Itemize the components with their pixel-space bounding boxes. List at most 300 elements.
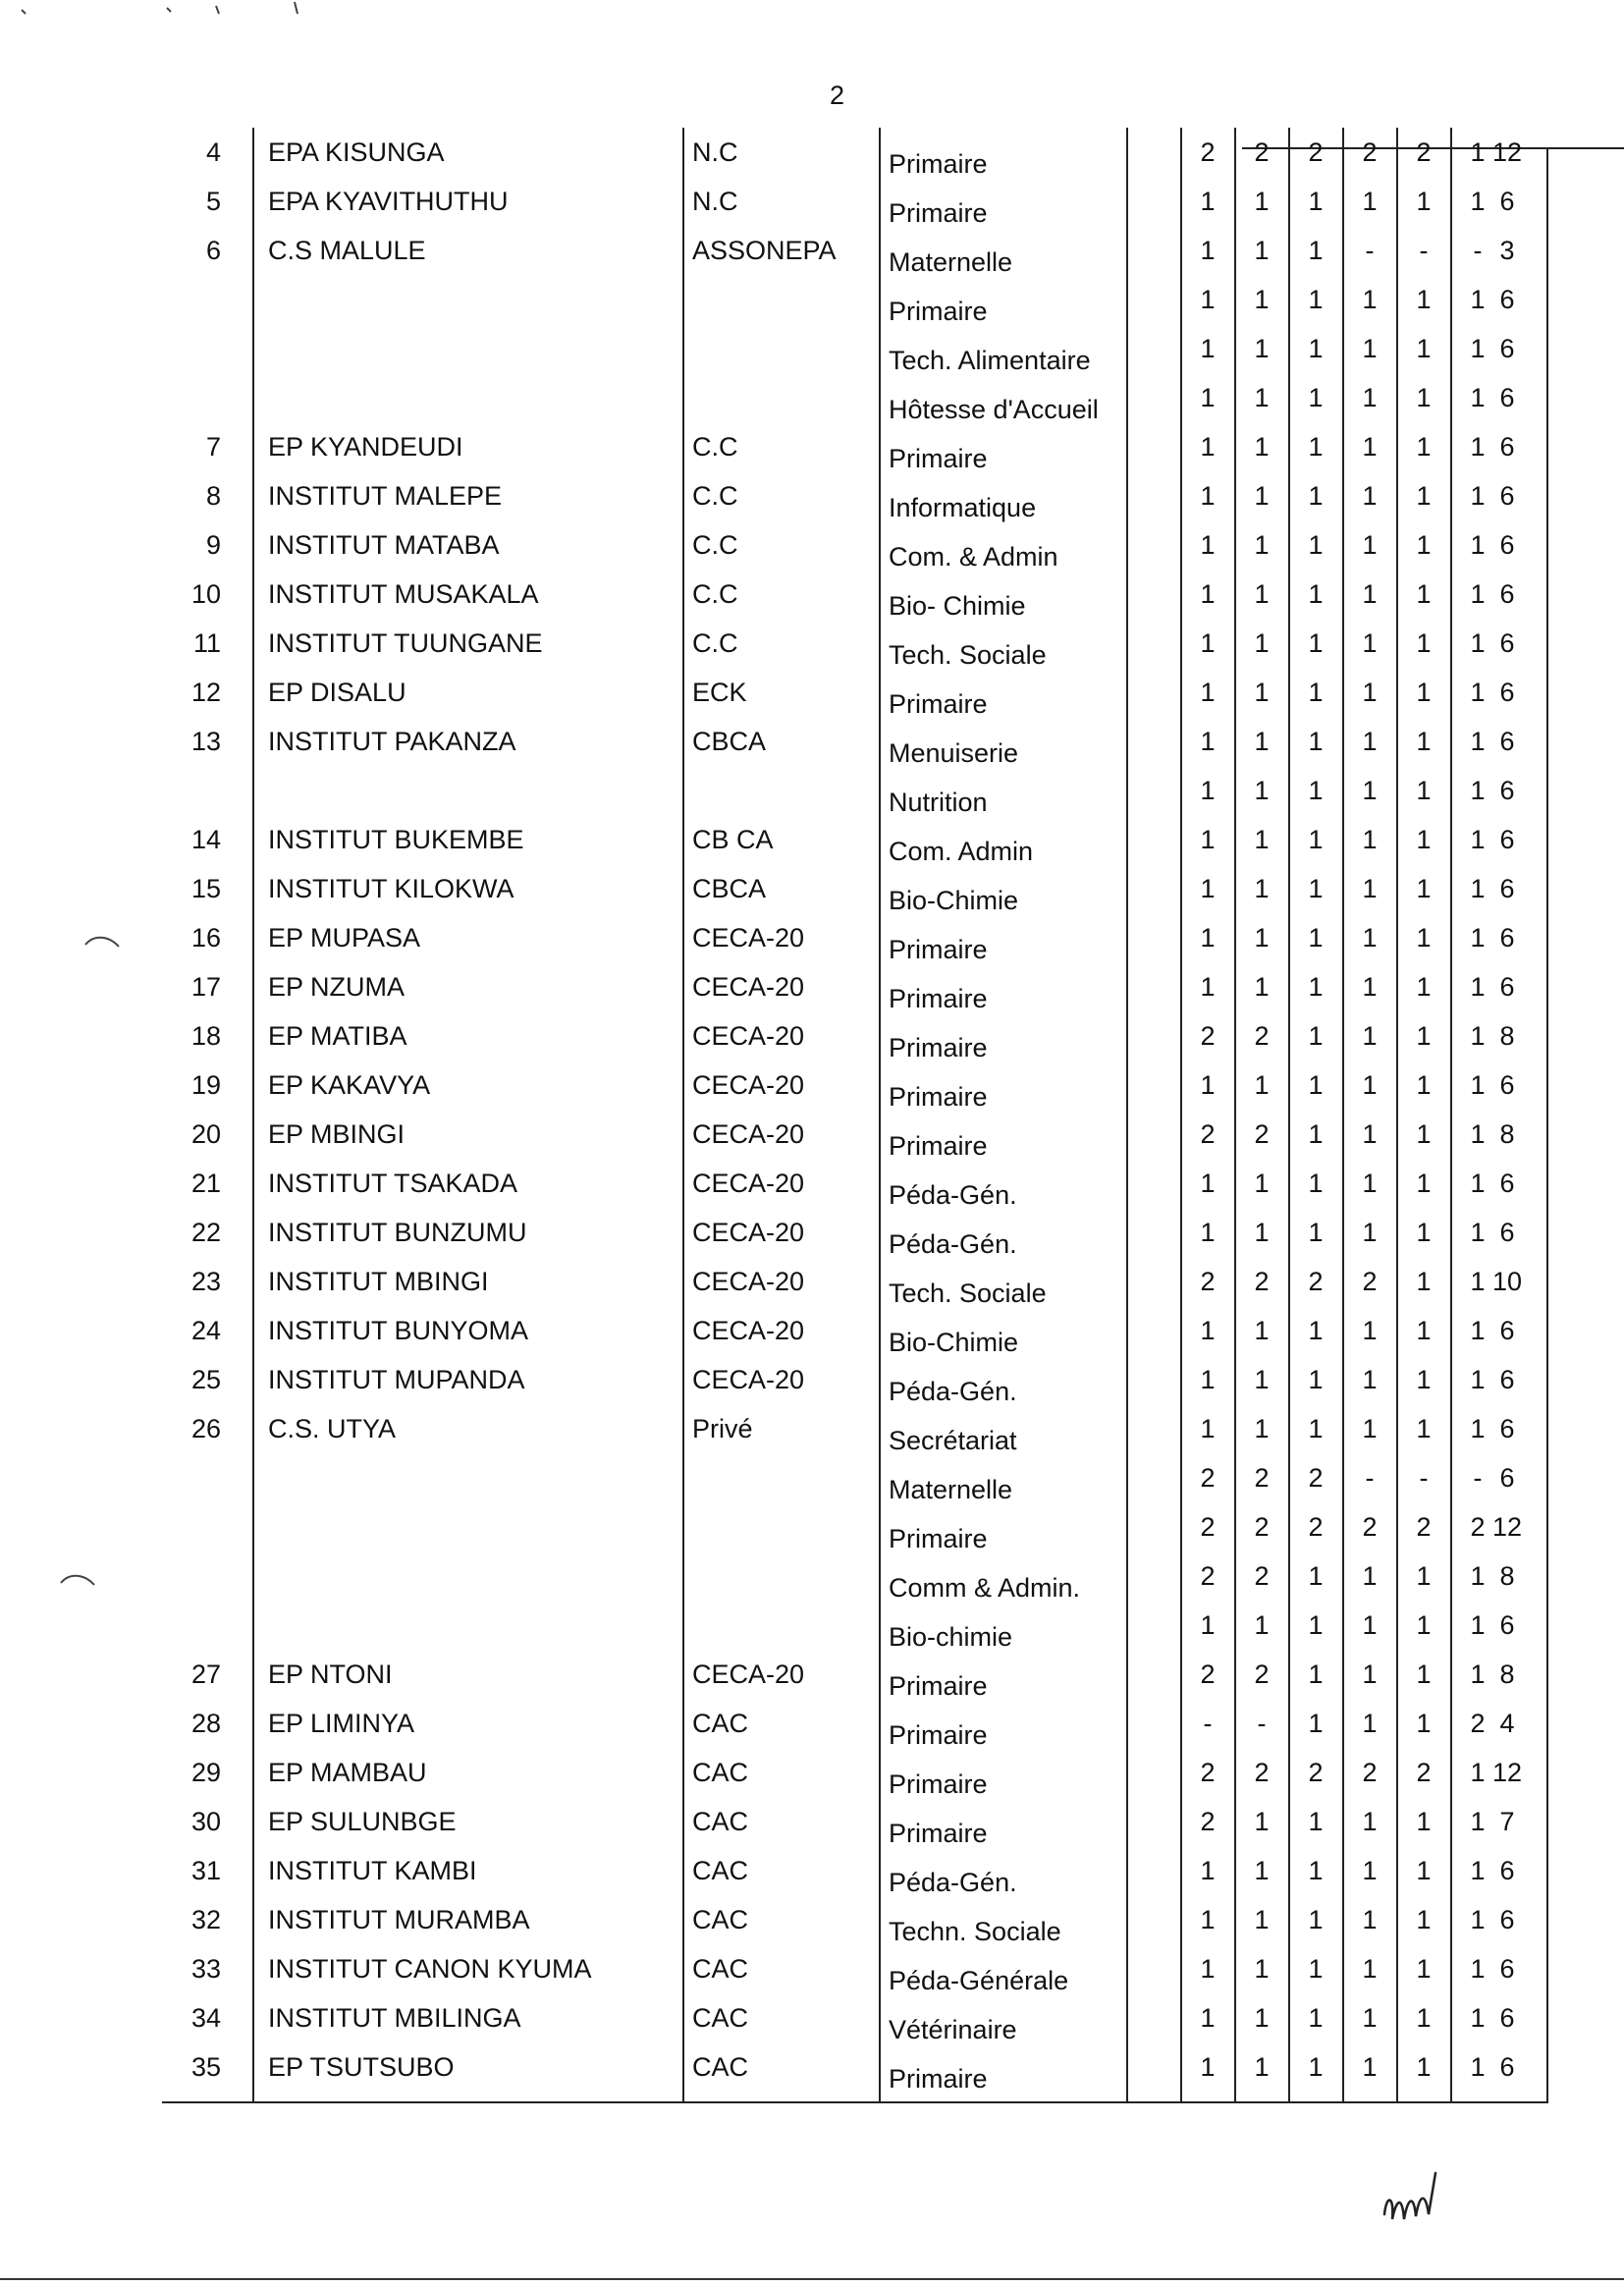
table-row	[162, 1748, 1546, 1797]
row-total: 4	[1499, 1709, 1515, 1738]
section-name: Primaire	[889, 1671, 988, 1701]
class-count-6: 1	[1470, 1021, 1486, 1051]
class-count-6: 1	[1470, 874, 1486, 903]
school-name: EP KYANDEUDI	[268, 432, 463, 462]
school-network: CAC	[692, 1856, 749, 1885]
class-count-5: 1	[1416, 1365, 1432, 1394]
margin-mark-2	[59, 1571, 98, 1591]
corner-mark	[20, 0, 304, 20]
row-total: 6	[1499, 972, 1515, 1002]
school-network: CECA-20	[692, 923, 805, 952]
class-count-1: 1	[1200, 1610, 1216, 1640]
section-name: Primaire	[889, 1033, 988, 1062]
class-count-6: 1	[1470, 1414, 1486, 1443]
school-name: INSTITUT CANON KYUMA	[268, 1954, 592, 1984]
class-count-6: 1	[1470, 1758, 1486, 1787]
row-total: 8	[1499, 1561, 1515, 1591]
class-count-4: 1	[1362, 628, 1378, 658]
row-number: 28	[190, 1709, 221, 1738]
class-count-1: 2	[1200, 1512, 1216, 1542]
row-total: 6	[1499, 530, 1515, 560]
class-count-4: 1	[1362, 432, 1378, 462]
school-name: EP DISALU	[268, 678, 406, 707]
class-count-1: 1	[1200, 432, 1216, 462]
class-count-1: 1	[1200, 579, 1216, 609]
section-name: Bio-Chimie	[889, 1328, 1019, 1357]
class-count-2: 2	[1254, 137, 1270, 167]
class-count-3: 1	[1308, 1561, 1324, 1591]
row-number: 29	[190, 1758, 221, 1787]
row-total: 6	[1499, 1905, 1515, 1934]
school-network: CAC	[692, 1905, 749, 1934]
class-count-5: 1	[1416, 579, 1432, 609]
class-count-1: 1	[1200, 187, 1216, 216]
class-count-3: 1	[1308, 776, 1324, 805]
class-count-6: 1	[1470, 137, 1486, 167]
class-count-1: 1	[1200, 1905, 1216, 1934]
class-count-6: 1	[1470, 481, 1486, 511]
section-name: Primaire	[889, 2064, 988, 2094]
class-count-4: 1	[1362, 1660, 1378, 1689]
row-number: 33	[190, 1954, 221, 1984]
school-name: EP MBINGI	[268, 1119, 406, 1149]
class-count-5: 2	[1416, 137, 1432, 167]
table-row	[162, 570, 1546, 619]
class-count-6: 2	[1470, 1709, 1486, 1738]
class-count-4: 1	[1362, 579, 1378, 609]
class-count-4: 1	[1362, 1414, 1378, 1443]
class-count-3: 1	[1308, 628, 1324, 658]
school-name: INSTITUT BUKEMBE	[268, 825, 524, 854]
class-count-1: 1	[1200, 1414, 1216, 1443]
class-count-4: 1	[1362, 1021, 1378, 1051]
class-count-4: 1	[1362, 1169, 1378, 1198]
school-network: CAC	[692, 1807, 749, 1836]
class-count-2: 1	[1254, 1316, 1270, 1345]
class-count-3: 2	[1308, 1512, 1324, 1542]
class-count-3: 1	[1308, 825, 1324, 854]
class-count-6: 2	[1470, 1512, 1486, 1542]
row-number: 27	[190, 1660, 221, 1689]
class-count-5: 1	[1416, 383, 1432, 412]
section-name: Techn. Sociale	[889, 1917, 1061, 1946]
section-name: Nutrition	[889, 788, 988, 817]
class-count-4: 1	[1362, 678, 1378, 707]
class-count-4: 1	[1362, 1610, 1378, 1640]
class-count-4: 1	[1362, 825, 1378, 854]
row-total: 12	[1491, 1512, 1523, 1542]
class-count-3: 1	[1308, 2052, 1324, 2082]
class-count-1: 2	[1200, 1561, 1216, 1591]
school-name: INSTITUT KAMBI	[268, 1856, 477, 1885]
section-name: Com. & Admin	[889, 542, 1058, 572]
class-count-5: -	[1419, 236, 1429, 265]
class-count-5: 1	[1416, 1414, 1432, 1443]
table-row	[162, 1159, 1546, 1208]
row-total: 6	[1499, 1414, 1515, 1443]
table-row	[162, 1502, 1546, 1551]
row-total: 6	[1499, 334, 1515, 363]
row-total: 6	[1499, 727, 1515, 756]
class-count-3: 1	[1308, 530, 1324, 560]
class-count-1: 2	[1200, 1807, 1216, 1836]
school-network: CECA-20	[692, 972, 805, 1002]
class-count-5: 1	[1416, 874, 1432, 903]
school-name: INSTITUT MBINGI	[268, 1267, 489, 1296]
table-row	[162, 1650, 1546, 1699]
class-count-3: 1	[1308, 1414, 1324, 1443]
school-name: C.S MALULE	[268, 236, 426, 265]
school-network: C.C	[692, 628, 738, 658]
class-count-5: 1	[1416, 1610, 1432, 1640]
class-count-1: 2	[1200, 1267, 1216, 1296]
row-number: 12	[190, 678, 221, 707]
class-count-6: 1	[1470, 1856, 1486, 1885]
class-count-2: 1	[1254, 1414, 1270, 1443]
school-network: C.C	[692, 481, 738, 511]
school-network: ECK	[692, 678, 747, 707]
class-count-2: 1	[1254, 776, 1270, 805]
class-count-3: 1	[1308, 2003, 1324, 2033]
class-count-2: 1	[1254, 874, 1270, 903]
class-count-5: 1	[1416, 825, 1432, 854]
table-row	[162, 962, 1546, 1011]
class-count-5: 1	[1416, 2003, 1432, 2033]
section-name: Com. Admin	[889, 837, 1034, 866]
school-network: CECA-20	[692, 1119, 805, 1149]
class-count-2: 1	[1254, 432, 1270, 462]
row-total: 6	[1499, 874, 1515, 903]
section-name: Bio-chimie	[889, 1622, 1013, 1652]
class-count-6: 1	[1470, 1119, 1486, 1149]
class-count-1: 2	[1200, 1119, 1216, 1149]
table-row	[162, 128, 1546, 177]
class-count-3: 1	[1308, 1316, 1324, 1345]
row-total: 7	[1499, 1807, 1515, 1836]
class-count-5: 1	[1416, 923, 1432, 952]
row-total: 6	[1499, 1856, 1515, 1885]
class-count-2: 1	[1254, 1610, 1270, 1640]
row-total: 6	[1499, 1169, 1515, 1198]
row-total: 8	[1499, 1660, 1515, 1689]
class-count-2: 1	[1254, 383, 1270, 412]
class-count-6: -	[1473, 1463, 1483, 1493]
class-count-5: 1	[1416, 1119, 1432, 1149]
class-count-2: 1	[1254, 1070, 1270, 1100]
class-count-2: 1	[1254, 972, 1270, 1002]
class-count-1: 2	[1200, 1660, 1216, 1689]
section-name: Primaire	[889, 935, 988, 964]
class-count-1: 1	[1200, 825, 1216, 854]
section-name: Secrétariat	[889, 1426, 1017, 1455]
class-count-1: 1	[1200, 1954, 1216, 1984]
section-name: Primaire	[889, 1524, 988, 1553]
class-count-5: 1	[1416, 1218, 1432, 1247]
section-name: Péda-Gén.	[889, 1180, 1017, 1210]
signature-mark	[1375, 2165, 1463, 2234]
class-count-4: 1	[1362, 1856, 1378, 1885]
class-count-6: 1	[1470, 432, 1486, 462]
table-row	[162, 1404, 1546, 1453]
section-name: Bio-Chimie	[889, 886, 1019, 915]
class-count-5: 1	[1416, 1169, 1432, 1198]
class-count-1: 1	[1200, 776, 1216, 805]
row-total: 6	[1499, 628, 1515, 658]
section-name: Primaire	[889, 984, 988, 1013]
class-count-3: 1	[1308, 1610, 1324, 1640]
class-count-4: 1	[1362, 727, 1378, 756]
class-count-3: 1	[1308, 1070, 1324, 1100]
school-name: EP KAKAVYA	[268, 1070, 431, 1100]
class-count-6: 1	[1470, 678, 1486, 707]
class-count-2: 1	[1254, 727, 1270, 756]
table-row	[162, 913, 1546, 962]
row-total: 6	[1499, 1463, 1515, 1493]
class-count-5: 1	[1416, 1070, 1432, 1100]
table-row	[162, 1699, 1546, 1748]
row-number: 11	[192, 628, 221, 658]
class-count-2: 1	[1254, 1218, 1270, 1247]
class-count-6: 1	[1470, 1365, 1486, 1394]
class-count-4: 1	[1362, 1807, 1378, 1836]
school-network: CECA-20	[692, 1267, 805, 1296]
class-count-5: 1	[1416, 1660, 1432, 1689]
row-total: 6	[1499, 285, 1515, 314]
row-number: 6	[205, 236, 221, 265]
class-count-4: 1	[1362, 1070, 1378, 1100]
school-name: EP MUPASA	[268, 923, 421, 952]
school-network: CECA-20	[692, 1660, 805, 1689]
page-number: 2	[830, 81, 845, 110]
section-name: Bio- Chimie	[889, 591, 1026, 621]
row-number: 23	[190, 1267, 221, 1296]
class-count-1: 1	[1200, 1218, 1216, 1247]
school-name: EP SULUNBGE	[268, 1807, 457, 1836]
class-count-4: -	[1365, 1463, 1375, 1493]
class-count-2: 1	[1254, 2052, 1270, 2082]
class-count-3: 1	[1308, 432, 1324, 462]
class-count-6: -	[1473, 236, 1483, 265]
class-count-1: 1	[1200, 383, 1216, 412]
class-count-4: 1	[1362, 1561, 1378, 1591]
table-row	[162, 1453, 1546, 1502]
class-count-6: 1	[1470, 285, 1486, 314]
school-network: CAC	[692, 2052, 749, 2082]
row-number: 7	[205, 432, 221, 462]
table-row	[162, 1208, 1546, 1257]
class-count-6: 1	[1470, 1905, 1486, 1934]
class-count-4: 2	[1362, 137, 1378, 167]
class-count-6: 1	[1470, 727, 1486, 756]
school-network: CAC	[692, 1758, 749, 1787]
school-name: C.S. UTYA	[268, 1414, 397, 1443]
class-count-5: 1	[1416, 432, 1432, 462]
class-count-1: 1	[1200, 727, 1216, 756]
row-number: 5	[205, 187, 221, 216]
section-name: Péda-Gén.	[889, 1868, 1017, 1897]
class-count-1: 1	[1200, 1365, 1216, 1394]
row-total: 6	[1499, 776, 1515, 805]
table-row	[162, 815, 1546, 864]
class-count-2: 1	[1254, 2003, 1270, 2033]
section-name: Menuiserie	[889, 738, 1019, 768]
class-count-3: 1	[1308, 1365, 1324, 1394]
class-count-3: 1	[1308, 187, 1324, 216]
class-count-4: 1	[1362, 383, 1378, 412]
class-count-1: 1	[1200, 1856, 1216, 1885]
class-count-3: 2	[1308, 137, 1324, 167]
class-count-2: 1	[1254, 1169, 1270, 1198]
section-name: Péda-Générale	[889, 1966, 1069, 1995]
class-count-4: 1	[1362, 1218, 1378, 1247]
section-name: Primaire	[889, 1131, 988, 1161]
class-count-6: 1	[1470, 972, 1486, 1002]
section-name: Péda-Gén.	[889, 1229, 1017, 1259]
class-count-3: 1	[1308, 1807, 1324, 1836]
class-count-2: 1	[1254, 530, 1270, 560]
section-name: Primaire	[889, 1769, 988, 1799]
class-count-4: 1	[1362, 1954, 1378, 1984]
class-count-3: 1	[1308, 579, 1324, 609]
class-count-2: 2	[1254, 1021, 1270, 1051]
row-number: 34	[190, 2003, 221, 2033]
row-total: 6	[1499, 187, 1515, 216]
class-count-2: 1	[1254, 1856, 1270, 1885]
section-name: Primaire	[889, 198, 988, 228]
row-number: 4	[205, 137, 221, 167]
row-number: 17	[190, 972, 221, 1002]
class-count-3: 1	[1308, 1905, 1324, 1934]
class-count-2: 1	[1254, 1807, 1270, 1836]
row-total: 6	[1499, 825, 1515, 854]
col-rule-total	[1546, 147, 1548, 2103]
table-row	[162, 1601, 1546, 1650]
class-count-5: 2	[1416, 1512, 1432, 1542]
class-count-1: 1	[1200, 334, 1216, 363]
class-count-5: 1	[1416, 628, 1432, 658]
school-name: INSTITUT MATABA	[268, 530, 500, 560]
class-count-3: 1	[1308, 1856, 1324, 1885]
class-count-5: 1	[1416, 285, 1432, 314]
row-total: 6	[1499, 1365, 1515, 1394]
class-count-1: 1	[1200, 530, 1216, 560]
row-number: 22	[190, 1218, 221, 1247]
table-row	[162, 619, 1546, 668]
table-row	[162, 1355, 1546, 1404]
class-count-6: 1	[1470, 530, 1486, 560]
row-total: 6	[1499, 923, 1515, 952]
row-number: 30	[190, 1807, 221, 1836]
row-number: 14	[190, 825, 221, 854]
class-count-1: 1	[1200, 2052, 1216, 2082]
class-count-4: 1	[1362, 2003, 1378, 2033]
school-name: INSTITUT BUNZUMU	[268, 1218, 527, 1247]
class-count-4: 2	[1362, 1267, 1378, 1296]
row-number: 10	[190, 579, 221, 609]
row-number: 20	[190, 1119, 221, 1149]
class-count-2: 1	[1254, 1954, 1270, 1984]
class-count-1: 2	[1200, 1021, 1216, 1051]
row-number: 32	[190, 1905, 221, 1934]
row-total: 6	[1499, 432, 1515, 462]
table-row	[162, 1110, 1546, 1159]
class-count-2: 2	[1254, 1512, 1270, 1542]
class-count-2: 2	[1254, 1660, 1270, 1689]
class-count-5: 1	[1416, 1807, 1432, 1836]
class-count-6: 1	[1470, 1267, 1486, 1296]
class-count-6: 1	[1470, 776, 1486, 805]
school-network: CAC	[692, 2003, 749, 2033]
class-count-2: 2	[1254, 1758, 1270, 1787]
class-count-4: 1	[1362, 285, 1378, 314]
row-total: 8	[1499, 1119, 1515, 1149]
class-count-6: 1	[1470, 383, 1486, 412]
class-count-3: 1	[1308, 1218, 1324, 1247]
table-row	[162, 422, 1546, 471]
table-row	[162, 1895, 1546, 1944]
class-count-5: 1	[1416, 1021, 1432, 1051]
class-count-4: 1	[1362, 1119, 1378, 1149]
section-name: Tech. Alimentaire	[889, 346, 1091, 375]
class-count-1: 1	[1200, 874, 1216, 903]
class-count-4: 1	[1362, 972, 1378, 1002]
row-total: 12	[1491, 1758, 1523, 1787]
class-count-3: 1	[1308, 727, 1324, 756]
class-count-4: 1	[1362, 874, 1378, 903]
class-count-1: 1	[1200, 678, 1216, 707]
class-count-4: 1	[1362, 776, 1378, 805]
section-name: Hôtesse d'Accueil	[889, 395, 1099, 424]
school-name: INSTITUT KILOKWA	[268, 874, 514, 903]
section-name: Primaire	[889, 149, 988, 179]
table-row	[162, 275, 1546, 324]
class-count-2: 1	[1254, 628, 1270, 658]
class-count-1: 1	[1200, 285, 1216, 314]
class-count-4: 1	[1362, 2052, 1378, 2082]
table-row	[162, 1797, 1546, 1846]
table-row	[162, 1306, 1546, 1355]
class-count-6: 1	[1470, 628, 1486, 658]
class-count-2: 2	[1254, 1119, 1270, 1149]
class-count-3: 1	[1308, 236, 1324, 265]
row-total: 6	[1499, 1070, 1515, 1100]
class-count-1: 1	[1200, 1070, 1216, 1100]
row-total: 6	[1499, 1610, 1515, 1640]
section-name: Maternelle	[889, 247, 1013, 277]
class-count-3: 1	[1308, 1169, 1324, 1198]
section-name: Informatique	[889, 493, 1037, 522]
class-count-2: 1	[1254, 825, 1270, 854]
class-count-2: 1	[1254, 187, 1270, 216]
school-network: CECA-20	[692, 1070, 805, 1100]
school-name: EP LIMINYA	[268, 1709, 415, 1738]
school-name: INSTITUT MUSAKALA	[268, 579, 539, 609]
class-count-3: 2	[1308, 1463, 1324, 1493]
class-count-6: 1	[1470, 1610, 1486, 1640]
school-network: CBCA	[692, 727, 767, 756]
class-count-3: 1	[1308, 334, 1324, 363]
school-network: CECA-20	[692, 1365, 805, 1394]
class-count-1: 1	[1200, 236, 1216, 265]
class-count-3: 1	[1308, 285, 1324, 314]
class-count-6: 1	[1470, 1660, 1486, 1689]
school-network: CAC	[692, 1954, 749, 1984]
class-count-5: -	[1419, 1463, 1429, 1493]
class-count-1: 2	[1200, 137, 1216, 167]
school-name: INSTITUT MALEPE	[268, 481, 503, 511]
table-row	[162, 1846, 1546, 1895]
class-count-6: 1	[1470, 2003, 1486, 2033]
